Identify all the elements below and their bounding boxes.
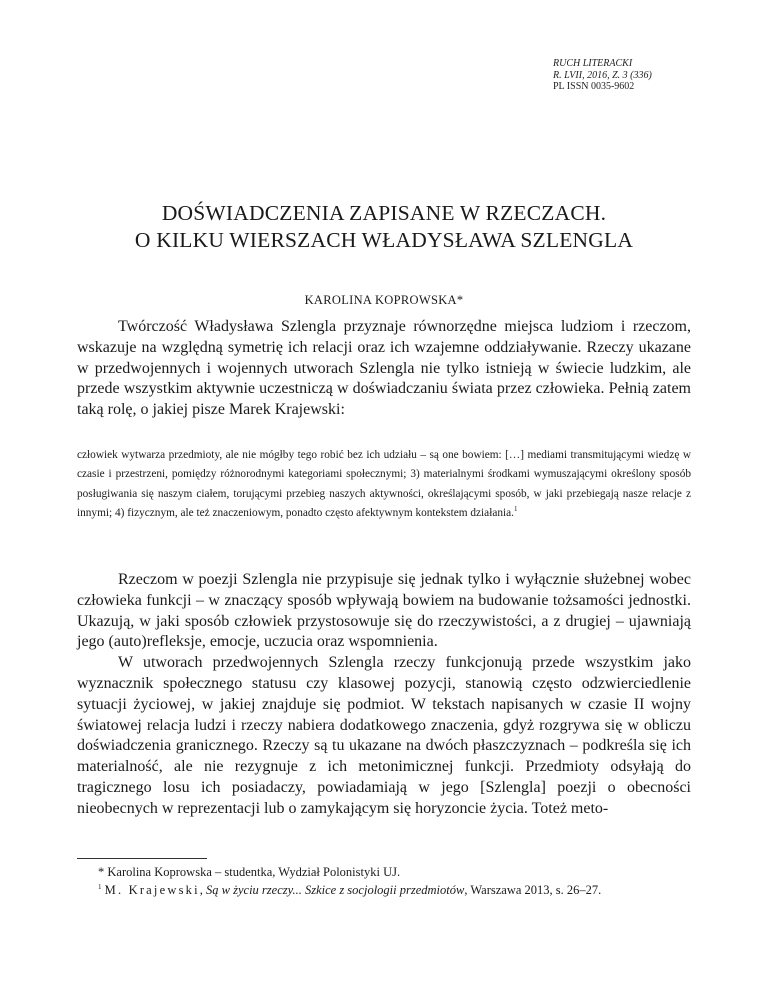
journal-issn: PL ISSN 0035-9602 <box>553 81 635 92</box>
footnote-1: $^1$ M. Krajewski, Są w życiu rzeczy... Szkice z socjologii przedmiotów, Warszawa 2013, s. 26–27. <box>98 882 602 897</box>
paragraph-3: W utworach przedwojennych Szlengla rzeczy funkcjonują przede wszystkim jako wyznacznik społecznego statusu czy klasowej pozycji, stanowią często odzwierciedlenie sytuacji życiowej, w jakiej znajduje się podmiot. W tekstach napisanych w czasie II wojny światowej relacja ludzi i rzeczy nabiera dodatkowego znaczenia, gdyż rozgrywa się w obliczu doświadczenia granicznego. Rzeczy są tu ukazane na dwóch płaszczyznach – podkreśla się ich materialność, ale nie rezygnuje z ich metonimicznej funkcji. Przedmioty odsyłają do tragicznego losu ich posiadaczy, powiadamiają w jego [Szlengla] poezji o obecności nieobecnych w reprezentacji lub o zamykającym się horyzoncie życia. Toteż meto- <box>77 654 691 817</box>
footnote-1-mark: 1 <box>98 882 102 891</box>
footnote-ref-1[interactable]: 1 <box>513 505 518 514</box>
title-line-1: DOŚWIADCZENIA ZAPISANE W RZECZACH. <box>161 201 607 225</box>
quote-text: człowiek wytwarza przedmioty, ale nie mógłby tego robić bez ich udziału – są one bowiem: […] mediami transmitującymi wiedzę w czasie i przestrzeni, pomiędzy różnorodnymi kategoriami społecznymi; 3) materialnymi środkami wymuszającymi określony sposób posługiwania się naszym ciałem, torującymi przebieg naszych aktywności, określającymi sposób, w jaki przebiegają nasze relacje z innymi; 4) fizycznym, ale też znaczeniowym, ponadto często afektywnym kontekstem działania. <box>77 449 691 520</box>
journal-name: RUCH LITERACKI <box>553 58 633 69</box>
article-title <box>0 200 768 254</box>
title-line-2: O KILKU WIERSZACH WŁADYSŁAWA SZLENGLA <box>134 228 634 252</box>
footnote-star-mark: * <box>98 865 105 879</box>
paragraph-1: Twórczość Władysława Szlengla przyznaje równorzędne miejsca ludziom i rzeczom, wskazuje na względną symetrię ich relacji oraz ich wzajemne oddziaływanie. Rzeczy ukazane w przedwojennych i wojennych utworach Szlengla nie tylko istnieją w świecie ludzkim, ale przede wszystkim aktywnie uczestniczą w doświadczaniu świata przez człowieka. Pełnią zatem taką rolę, o jakiej pisze Marek Krajewski: <box>77 318 691 419</box>
body-section-1 <box>77 317 691 421</box>
footnote-1-author: M. Krajewski <box>104 882 200 897</box>
block-quote <box>77 446 691 524</box>
footnotes <box>77 864 691 899</box>
footnote-author <box>77 864 691 882</box>
journal-header <box>553 58 652 93</box>
footnote-1-title: Są w życiu rzeczy... Szkice z socjologii przedmiotów <box>206 882 465 897</box>
footnote-author-text: Karolina Koprowska – studentka, Wydział Polonistyki UJ. <box>107 865 401 879</box>
footnote-separator <box>77 858 207 859</box>
footnote-1-rest: , Warszawa 2013, s. 26–27. <box>464 882 602 897</box>
journal-volume: R. LVII, 2016, Z. 3 (336) <box>553 69 652 81</box>
paragraph-2: Rzeczom w poezji Szlengla nie przypisuje się jednak tylko i wyłącznie służebnej wobec człowieka funkcji – w znaczący sposób wpływają bowiem na budowanie tożsamości jednostki. Ukazują, w jaki sposób człowiek przystosowuje się do rzeczywistości, a z drugiej – ujawniają jego (auto)refleksje, emocje, uczucia oraz wspomnienia. <box>77 571 691 651</box>
article-author: KAROLINA KOPROWSKA* <box>304 293 464 307</box>
body-section-2 <box>77 570 691 820</box>
